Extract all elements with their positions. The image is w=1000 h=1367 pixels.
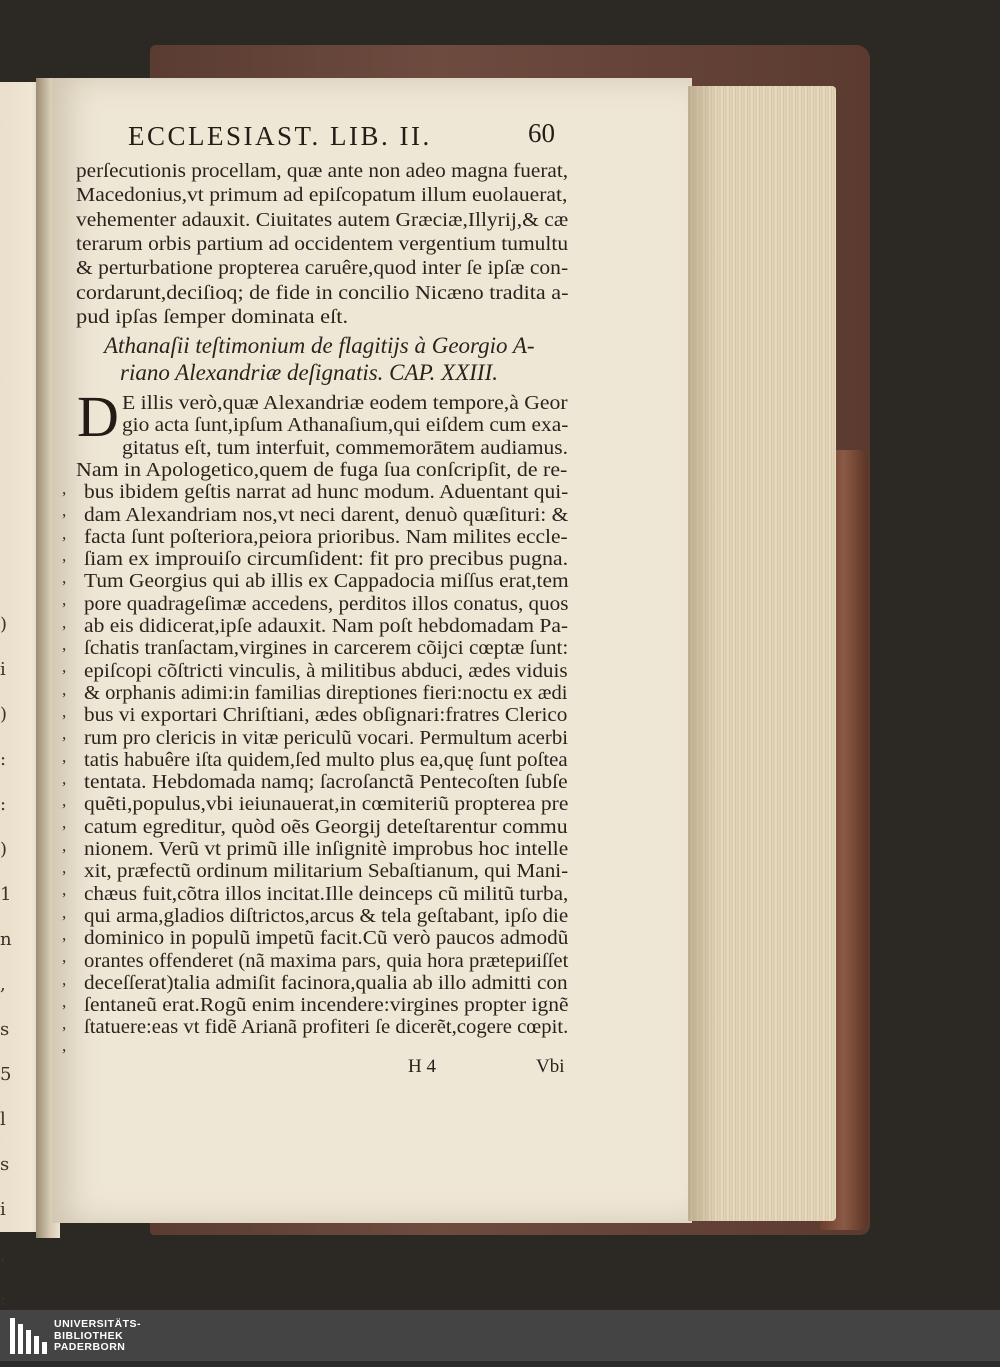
drop-capital: D: [77, 384, 119, 449]
chapter-heading-line-1: Athanaſii teſtimonium de flagitijs à Georgio A-: [104, 333, 535, 358]
chapter-line: ab eis didicerat,ipſe adauxit. Nam poſt hebdomadam Pa-: [84, 616, 569, 637]
chapter-line: gio acta ſunt,ipſum Athanaſium,qui eiſdem cum exa-: [122, 415, 569, 437]
chapter-heading-line-2: riano Alexandriæ deſignatis. CAP. XXIII.: [120, 360, 498, 385]
library-name-line-1: UNIVERSITÄTS-: [54, 1318, 142, 1330]
library-name: [54, 1319, 141, 1354]
chapter-line: Nam in Apologetico,quem de fuga ſua conſcripſit, de re-: [76, 459, 568, 481]
marginal-quote-marks: , , , , , , , , , , , , , , , , , , , , , , , , , ,: [62, 479, 67, 1056]
chapter-line: dam Alexandriam nos,vt neci darent, denuò quæſituri: &: [84, 504, 569, 526]
chapter-line: nionem. Verũ vt primũ ille inſignitè improbus hoc intelle: [84, 839, 569, 860]
chapter-line: orantes offenderet (nã maxima pars, quia hora prætериiſſet: [84, 950, 569, 972]
chapter-line: catum egreditur, quòd oẽs Georgij deteſtarentur commu: [84, 816, 568, 838]
chapter-line: bus vi exportari Chriſtiani, ædes obſignari:fratres Clerico: [84, 705, 568, 727]
chapter-line: E illis verò,quæ Alexandriæ eodem tempore,à Geor: [122, 393, 568, 414]
chapter-line: tentata. Hebdomada namq; ſacroſanctã Pentecoſten ſubſe: [84, 772, 568, 794]
opening-line: terarum orbis partium ad occidentem vergentium tumultu: [76, 233, 569, 255]
chapter-line: dominico in populũ impetũ facit.Cũ verò paucos admodũ: [84, 928, 569, 950]
catchword: Vbi: [536, 1056, 565, 1077]
opening-line: vehementer adauxit. Ciuitates autem Græciæ,Illyrij,& cæ: [76, 209, 569, 231]
chapter-line: gitatus eſt, tum interfuit, commemorātem audiamus.: [122, 437, 568, 459]
opening-line: perſecutionis procellam, quæ ante non adeo magna fuerat,: [76, 161, 569, 182]
library-logo-icon: [10, 1318, 48, 1354]
chapter-line: deceſſerat)talia admiſit facinora,qualia ab illo admitti con: [84, 972, 568, 994]
chapter-line: ſtatuere:eas vt fidẽ Arianã profiteri ſe dicerẽt,cogere cœpit.: [84, 1017, 569, 1039]
running-head: ECCLESIAST. LIB. II.: [128, 121, 432, 151]
chapter-line: quẽti,populus,vbi ieiunauerat,in cœmiteriũ propterea pre: [84, 794, 569, 816]
signature-mark: H 4: [408, 1056, 436, 1077]
library-name-line-2: BIBLIOTHEK: [54, 1329, 124, 1342]
library-footer-bar: [0, 1310, 1000, 1361]
chapter-line: tatis habuêre iſta quidem,ſed multo plus ea,quę ſunt poſtea: [84, 749, 568, 771]
library-name-line-3: PADERBORN: [54, 1341, 126, 1353]
chapter-line: rum pro clericis in vitæ periculũ vocari. Permultum acerbi: [84, 727, 569, 749]
chapter-line: facta ſunt poſteriora,peiora prioribus. Nam milites eccle-: [84, 526, 568, 548]
chapter-line: & orphanis adimi:in familias direptiones fieri:noctu ex ædi: [84, 682, 568, 704]
chapter-line: qui arma,gladios diſtrictos,arcus & tela geſtabant, ipſo die: [84, 905, 569, 927]
chapter-line: ſentaneũ erat.Rogũ enim incendere:virgines propter ignẽ: [84, 995, 569, 1017]
opening-line: pud ipſas ſemper dominata eſt.: [76, 306, 349, 328]
fore-edge-shadow: [688, 86, 718, 1221]
chapter-line: Tum Georgius qui ab illis ex Cappadocia miſſus erat,tem: [84, 571, 569, 593]
chapter-line: bus ibidem geſtis narrat ad hunc modum. Aduentant qui-: [84, 482, 569, 504]
chapter-line: ſchatis tranſactam,virgines in carcerem cõijci cœptæ ſunt:: [84, 638, 569, 660]
opening-line: cordarunt,deciſioq; de fide in concilio Nicæno tradita a-: [76, 282, 569, 304]
chapter-line: xit, præfectũ ordinum militarium Sebaſtianum, qui Mani-: [84, 861, 569, 883]
chapter-line: chæus fuit,cõtra illos incitat.Ille deinceps cũ militũ turba,: [84, 883, 569, 905]
page-number: 60: [528, 118, 555, 148]
chapter-line: pore quadrageſimæ accedens, perditos illos conatus, quos: [84, 593, 569, 615]
opening-line: Macedonius,vt primum ad epiſcopatum illum euolauerat,: [76, 185, 568, 207]
chapter-line: epiſcopi cõſtricti vinculis, à militibus abduci, ædes viduis: [84, 660, 568, 682]
left-page-margin-letters: ) i ) : : ) 1 n , s 5 l s i , :: [0, 614, 12, 1310]
opening-line: & perturbatione propterea caruêre,quod inter ſe ipſæ con-: [76, 258, 569, 280]
chapter-line: ſiam ex improuiſo circumſident: fit pro precibus pugna.: [84, 549, 569, 571]
